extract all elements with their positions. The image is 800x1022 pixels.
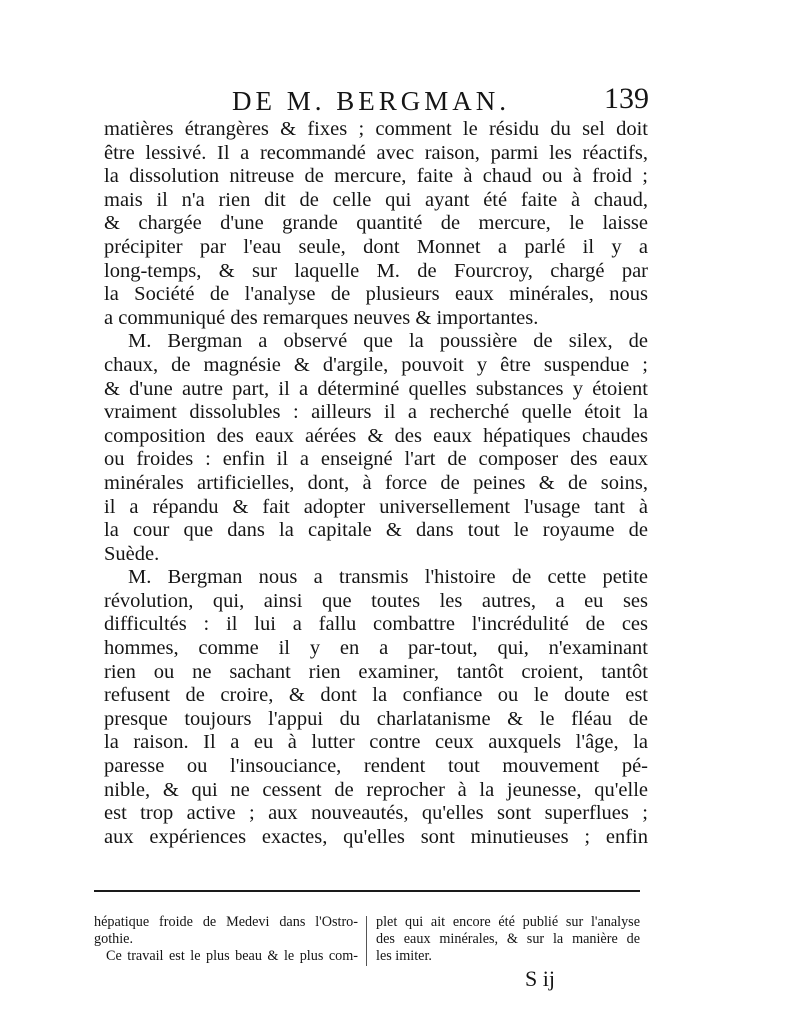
- footnote-left-column: [94, 914, 358, 965]
- running-head: [0, 80, 800, 120]
- signature-mark: S ij: [525, 966, 555, 991]
- body-line: aux expériences exactes, qu'elles sont minutieuses ; enfin: [104, 825, 648, 848]
- footnote-line: les imiter.: [376, 948, 432, 964]
- body-line: la dissolution nitreuse de mercure, faite à chaud ou à froid ;: [104, 165, 648, 188]
- body-line: être lessivé. Il a recommandé avec raison, parmi les réactifs,: [104, 141, 648, 164]
- body-line: ou froides : enfin il a enseigné l'art de composer des eaux: [104, 448, 648, 471]
- body-line: révolution, qui, ainsi que toutes les autres, a eu ses: [104, 589, 648, 612]
- body-text: [104, 118, 648, 849]
- footnote-line: Ce travail est le plus beau & le plus com-: [106, 948, 358, 964]
- body-line: long-temps, & sur laquelle M. de Fourcroy, chargé par: [104, 259, 648, 282]
- paragraph-start-line: M. Bergman a observé que la poussière de silex, de: [128, 330, 648, 353]
- body-line: précipiter par l'eau seule, dont Monnet a parlé il y a: [104, 235, 648, 258]
- footnote-rule: [94, 890, 640, 892]
- footnote-line: plet qui ait encore été publié sur l'analyse: [376, 914, 640, 930]
- running-head-title: DE M. BERGMAN.: [232, 86, 511, 116]
- body-line: hommes, comme il y en a par-tout, qui, n'examinant: [104, 637, 648, 660]
- body-line: rien ou ne sachant rien examiner, tantôt croient, tantôt: [104, 660, 648, 683]
- body-line: la raison. Il a eu à lutter contre ceux auxquels l'âge, la: [104, 731, 648, 754]
- body-line: la Société de l'analyse de plusieurs eaux minérales, nous: [104, 283, 648, 306]
- body-line: difficultés : il lui a fallu combattre l'incrédulité de ces: [104, 613, 648, 636]
- body-line: & d'une autre part, il a déterminé quelles substances y étoient: [104, 377, 648, 400]
- footnote-line: hépatique froide de Medevi dans l'Ostro-: [94, 914, 358, 930]
- paragraph-start-line: M. Bergman nous a transmis l'histoire de cette petite: [128, 566, 648, 589]
- body-line: presque toujours l'appui du charlatanisme & le fléau de: [104, 707, 648, 730]
- body-line: nible, & qui ne cessent de reprocher à la jeunesse, qu'elle: [104, 778, 648, 801]
- body-line: matières étrangères & fixes ; comment le résidu du sel doit: [104, 118, 648, 140]
- body-line: composition des eaux aérées & des eaux hépatiques chaudes: [104, 424, 648, 447]
- body-line: il a répandu & fait adopter universellement l'usage tant à: [104, 495, 648, 518]
- footnote-line: des eaux minérales, & sur la manière de: [376, 931, 640, 947]
- footnote-column-divider: [366, 916, 367, 966]
- body-line: paresse ou l'insouciance, rendent tout mouvement pé-: [104, 755, 648, 778]
- body-line: Suède.: [104, 542, 160, 565]
- body-line: vraiment dissolubles : ailleurs il a recherché quelle étoit la: [104, 401, 648, 424]
- body-line: & chargée d'une grande quantité de mercure, le laisse: [104, 212, 648, 235]
- footnote-line: gothie.: [94, 931, 134, 947]
- body-line: minérales artificielles, dont, à force de peines & de soins,: [104, 471, 648, 494]
- body-line: chaux, de magnésie & d'argile, pouvoit y être suspendue ;: [104, 353, 648, 376]
- footnote-right-column: [376, 914, 640, 965]
- body-line: refusent de croire, & dont la confiance ou le doute est: [104, 684, 648, 707]
- body-line: a communiqué des remarques neuves & importantes.: [104, 306, 539, 329]
- page-number: 139: [604, 82, 649, 115]
- body-line: la cour que dans la capitale & dans tout le royaume de: [104, 519, 648, 542]
- body-line: est trop active ; aux nouveautés, qu'elles sont superflues ;: [104, 802, 648, 825]
- body-line: mais il n'a rien dit de celle qui ayant été faite à chaud,: [104, 188, 648, 211]
- footnotes: [0, 914, 800, 974]
